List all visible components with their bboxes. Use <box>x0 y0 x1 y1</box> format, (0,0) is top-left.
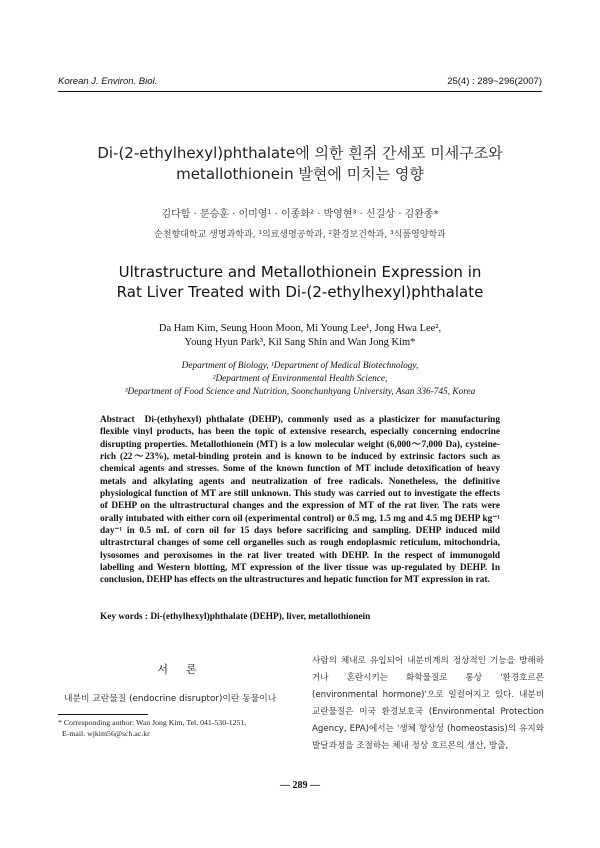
page-number: — 289 — <box>280 780 320 791</box>
english-title-line-2: Rat Liver Treated with Di-(2-ethylhexyl)phthalate <box>116 283 484 301</box>
korean-authors: 김다함 · 문승훈 · 이미영¹ · 이종화² · 박영현³ · 신길상 · 김완종* <box>161 209 439 220</box>
affiliation-line-3: ³Department of Food Science and Nutrition, Soonchunhyang University, Asan 336-745, Korea <box>124 387 476 397</box>
footnote-line-2: E-mail. wjkim56@sch.ac.kr <box>62 729 150 738</box>
header-rule <box>58 91 542 92</box>
abstract-label: Abstract <box>100 415 135 425</box>
korean-title-line-2: metallothionein 발현에 미치는 영향 <box>176 165 424 183</box>
running-header <box>58 76 542 90</box>
abstract-text: Di-(ethyhexyl) phthalate (DEHP), commonly used as a plasticizer for manufacturing flexible vinyl products, has been the topic of extensive research, especially concerning endocrine disrupting properties. Metallothionein (MT) is a low molecular weight (6,000～7,000 Da), cysteine-rich (22～23%), metal-binding protein and is known to be induced by extrinsic factors such as chemical agents and stresses. Some of the known function of MT include detoxification of heavy metals and alkylating agents and neutralization of free radicals. Nonetheless, the definitive physiological function of MT are still unknown. This study was carried out to investigate the effects of DEHP on the ultrastructural changes and the expression of MT of the rat liver. The rats were orally intubated with either corn oil (experimental control) or 0.5 mg, 1.5 mg and 4.5 mg DEHP kg⁻¹ day⁻¹ in 0.5 mL of corn oil for 15 days before sacrificing and sampling. DEHP induced mild ultrastrctural changes of some cell organelles such as rough endoplasmic reticulum, mitochondria, lysosomes and peroxisomes in the rat liver treated with DEHP. In the respect of immunogold labelling and Western blotting, MT expression of the liver tissue was up-regulated by DEHP. In conclusion, DEHP has effects on the ultrastructures and hepatic function for MT expression in rat. <box>100 415 500 586</box>
corresponding-author-footnote <box>58 717 298 739</box>
intro-right-text: 사람의 체내로 유입되어 내분비계의 정상적인 기능을 방해하거나 혼란시키는 화학물질로 통상 '환경호르몬 (environmental hormone)'으로 일컬어지고 있다. 내분비 교란물질은 미국 환경보호국 (Environmental Protection Agency, EPA)에서는 '생체 항상성 (homeostasis)의 유지와 발달과정을 조절하는 체내 정상 호르몬의 생산, 방출, <box>312 656 544 751</box>
english-authors-line-2: Young Hyun Park³, Kil Sang Shin and Wan Jong Kim* <box>184 337 416 348</box>
intro-left-text: 내분비 교란물질 (endocrine disruptor)이란 동물이나 <box>64 694 277 704</box>
left-column <box>58 655 296 708</box>
english-authors-line-1: Da Ham Kim, Seung Hoon Moon, Mi Young Lee¹, Jong Hwa Lee², <box>158 323 442 334</box>
footnote-line-1: * Corresponding author: Wan Jong Kim, Tel. 041-530-1251, <box>58 718 247 727</box>
english-affiliation <box>40 360 560 399</box>
english-authors <box>60 322 540 350</box>
section-title-introduction: 서론 <box>157 663 215 676</box>
affiliation-line-2: ²Department of Environmental Health Science, <box>212 374 388 384</box>
english-title-line-1: Ultrastructure and Metallothionein Expression in <box>118 263 482 281</box>
keywords: Key words : Di-(ethylhexyl)phthalate (DEHP), liver, metallothionein <box>100 612 371 622</box>
journal-name: Korean J. Environ. Biol. <box>58 76 158 87</box>
affiliation-line-1: Department of Biology, ¹Department of Medical Biotechnology, <box>181 361 419 371</box>
footnote-rule <box>58 714 148 715</box>
english-title <box>60 262 540 302</box>
korean-title <box>60 143 540 185</box>
korean-affiliation: 순천향대학교 생명과학과, ¹의료생명공학과, ²환경보건학과, ³식품영양학과 <box>154 230 446 240</box>
issue-info: 25(4) : 289~296(2007) <box>447 76 542 87</box>
korean-title-line-1: Di-(2-ethylhexyl)phthalate에 의한 흰쥐 간세포 미세구조와 <box>97 144 503 162</box>
abstract <box>100 414 500 587</box>
